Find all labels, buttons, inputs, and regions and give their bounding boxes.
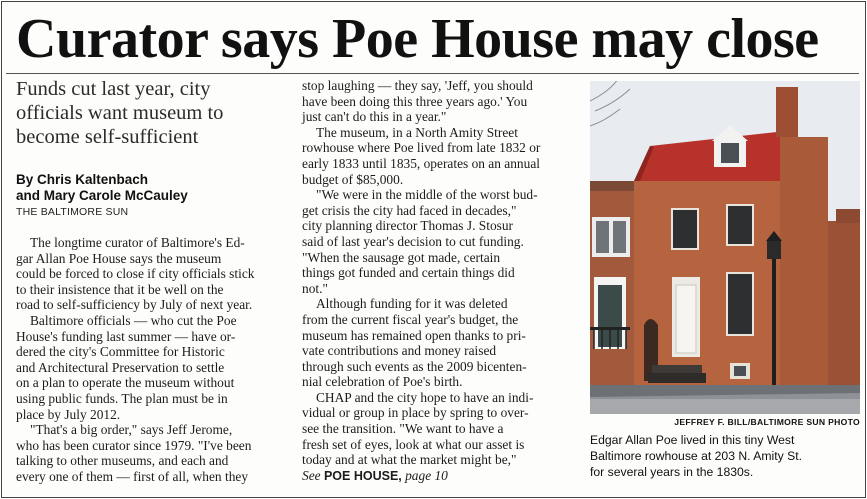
body-line: The longtime curator of Baltimore's Ed-: [30, 235, 245, 250]
body-line: things got funded and certain things did: [302, 265, 515, 281]
body-line: who has been curator since 1979. "I've been: [16, 437, 252, 453]
body-line: could be forced to close if city officials stick: [16, 266, 255, 282]
caption-line: Baltimore rowhouse at 203 N. Amity St.: [590, 449, 803, 463]
jump-target-link[interactable]: POE HOUSE,: [323, 468, 402, 483]
body-line: CHAP and the city hope to have an indi-: [316, 389, 534, 405]
body-line: have been doing this three years ago.' You: [302, 93, 528, 109]
body-line: see the transition. "We want to have a: [302, 421, 504, 437]
body-line: The museum, in a North Amity Street: [316, 124, 518, 140]
body-line: budget of $85,000.: [302, 171, 404, 187]
body-line: not.": [302, 280, 328, 296]
body-line: to their insistence that it be well on the: [16, 281, 224, 297]
deck-line: become self-sufficient: [16, 126, 199, 148]
body-line: using public funds. The plan must be in: [16, 390, 228, 406]
body-line: dered the city's Committee for Historic: [16, 344, 225, 360]
body-line: "We were in the middle of the worst bud-: [316, 187, 538, 203]
body-line: said of last year's decision to cut funding.: [302, 233, 524, 249]
body-line: from the current fiscal year's budget, the: [302, 311, 519, 327]
body-column-2: [302, 78, 579, 484]
photo-caption: [590, 432, 862, 480]
body-line: city planning director Thomas J. Stosur: [302, 218, 514, 234]
body-line: fresh set of eyes, look at what our asset is: [302, 436, 525, 452]
byline-line: and Mary Carole McCauley: [16, 188, 188, 203]
headline-rule: [6, 73, 859, 74]
body-line: and Architectural Preservation to settle: [16, 359, 225, 375]
jump-page: page 10: [405, 467, 448, 483]
byline-line: By Chris Kaltenbach: [16, 172, 149, 187]
body-line: Although funding for it was deleted: [316, 296, 508, 312]
body-line: House's funding last summer — have or-: [16, 328, 236, 344]
rowhouse-photo: [590, 81, 860, 414]
caption-line: for several years in the 1830s.: [590, 465, 754, 479]
jump-line: [302, 468, 579, 485]
body-line: road to self-sufficiency by July of next year.: [16, 297, 253, 313]
jump-prefix: See: [302, 467, 321, 483]
body-line: vidual or group in place by spring to over-: [302, 405, 529, 421]
byline: [16, 172, 286, 204]
body-line: stop laughing — they say, 'Jeff, you should: [302, 78, 533, 93]
body-line: museum has remained open thanks to pri-: [302, 327, 526, 343]
photo: [590, 81, 860, 414]
body-line: nial celebration of Poe's birth.: [302, 374, 463, 390]
body-line: Baltimore officials — who cut the Poe: [30, 312, 237, 328]
body-line: vate contributions and money raised: [302, 343, 497, 359]
body-line: "When the sausage got made, certain: [302, 249, 501, 265]
body-line: on a plan to operate the museum without: [16, 375, 235, 391]
body-line: "That's a big order," says Jeff Jerome,: [30, 422, 233, 438]
body-line: early 1833 until 1835, operates on an annual: [302, 155, 540, 171]
body-line: place by July 2012.: [16, 406, 121, 422]
body-line: gar Allan Poe House says the museum: [16, 250, 222, 266]
body-line: just can't do this in a year.": [302, 109, 447, 125]
body-line: get crisis the city had faced in decades,": [302, 202, 517, 218]
deck-line: Funds cut last year, city: [16, 78, 211, 100]
photo-credit: JEFFREY F. BILL/BALTIMORE SUN PHOTO: [674, 417, 860, 427]
body-line: talking to other museums, and each and: [16, 453, 229, 469]
deck: [16, 77, 286, 149]
organization: THE BALTIMORE SUN: [16, 206, 129, 218]
body-column-1: [16, 235, 287, 485]
deck-line: officials want museum to: [16, 102, 224, 124]
body-line: every one of them — first of all, when they: [16, 468, 249, 484]
body-line: rowhouse where Poe lived from late 1832 or: [302, 140, 541, 156]
caption-line: Edgar Allan Poe lived in this tiny West: [590, 433, 795, 447]
body-line: through such events as the 2009 bicenten-: [302, 358, 527, 374]
headline: Curator says Poe House may close: [16, 8, 819, 70]
body-line: today and at what the market might be,": [302, 452, 517, 468]
